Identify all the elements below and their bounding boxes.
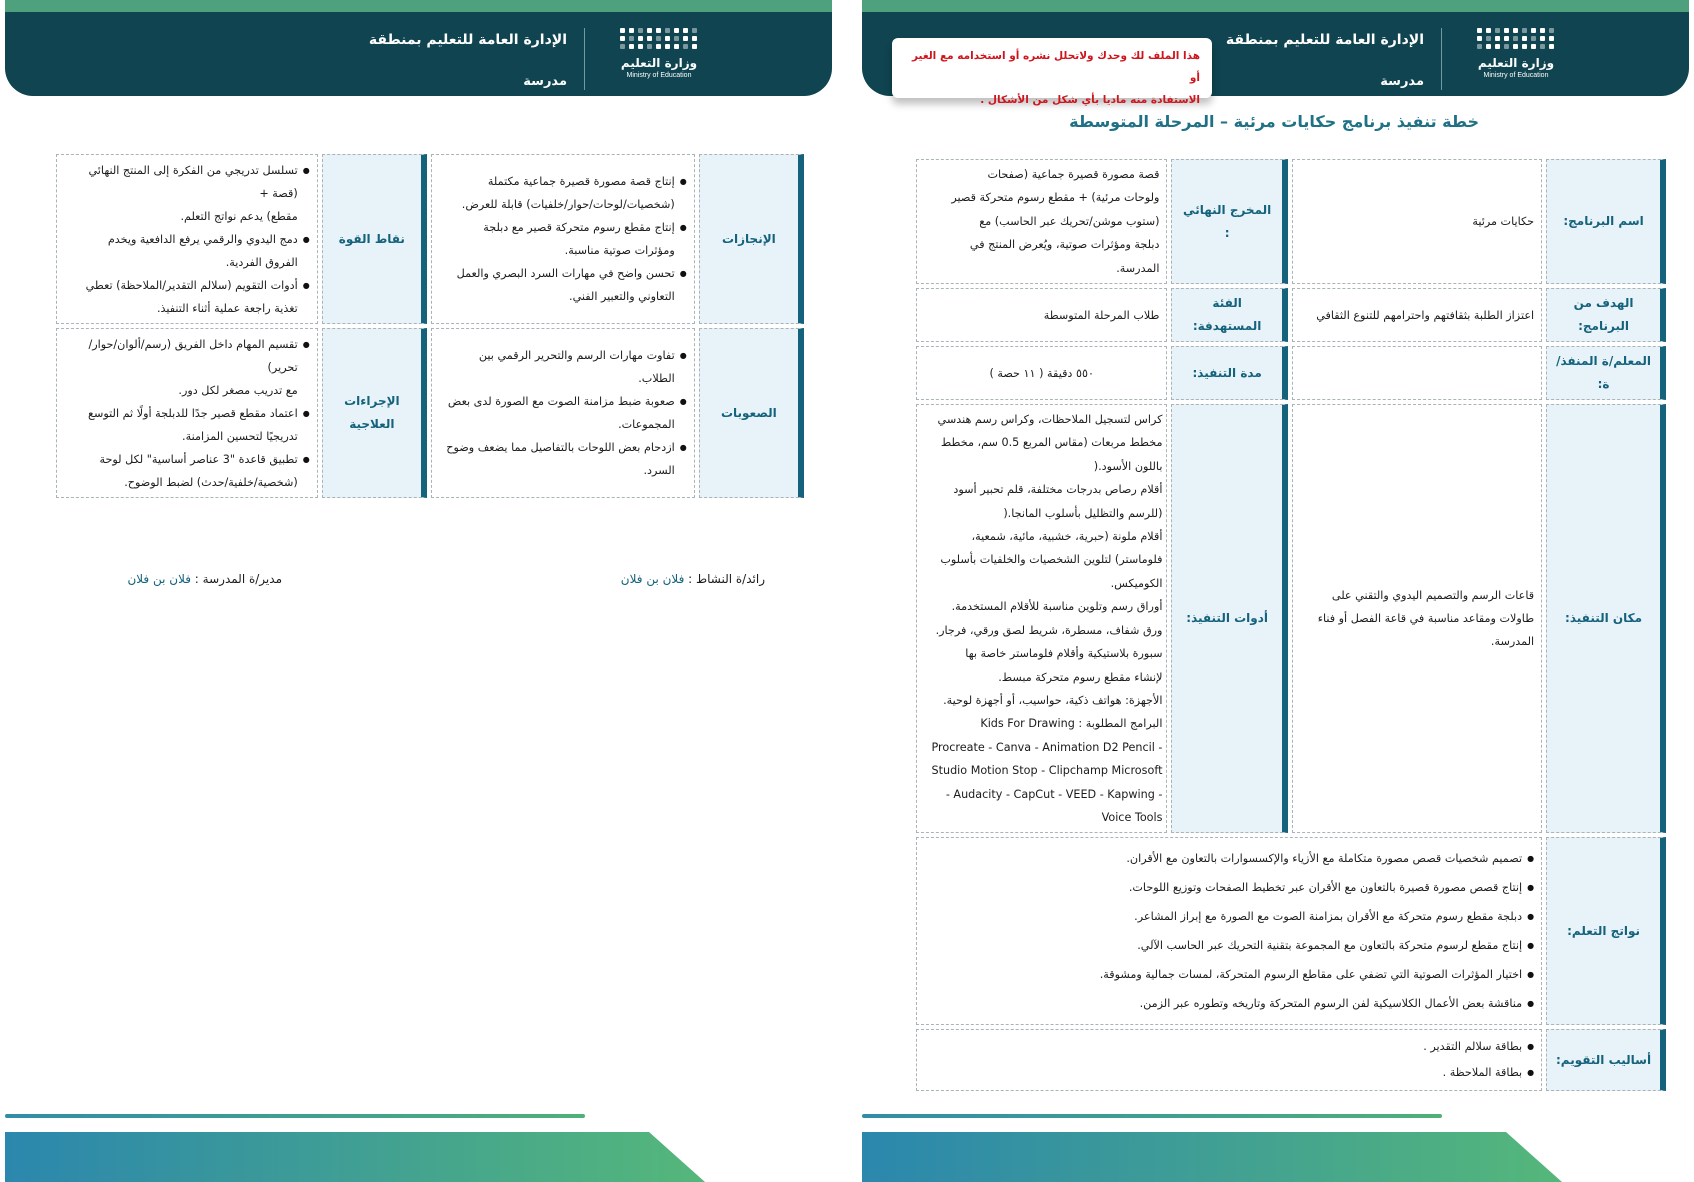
list-item: ● تصميم شخصيات قصص مصورة متكاملة مع الأزياء والإكسسوارات بالتعاون مع الأقران.	[924, 844, 1534, 873]
footer-bar	[862, 1132, 1562, 1182]
audience-label: الفئة المستهدفة:	[1171, 288, 1287, 342]
logo-mark	[1477, 28, 1555, 49]
goal-value: اعتزاز الطلبة بثقافتهم واحترامهم للتنوع الثقافي	[1292, 288, 1542, 342]
list-item: ● مناقشة بعض الأعمال الكلاسيكية لفن الرسوم المتحركة وتاريخه وتطوره عبر الزمن.	[924, 989, 1534, 1018]
list-item: ● دمج اليدوي والرقمي يرفع الدافعية ويخدم الفروق الفردية.	[64, 228, 310, 274]
plan-table	[912, 155, 1670, 1095]
duration-label: مدة التنفيذ:	[1171, 346, 1287, 400]
footer-line	[5, 1114, 585, 1118]
page-header	[5, 0, 832, 96]
remedial-value	[56, 328, 318, 498]
tools-label: أدوات التنفيذ:	[1171, 404, 1287, 833]
list-item: ● تفاوت مهارات الرسم والتحرير الرقمي بين الطلاب.	[439, 344, 687, 390]
leader-label: رائد/ة النشاط :	[688, 572, 765, 586]
leader-name: فلان بن فلان	[620, 572, 685, 586]
list-item: ● تقسيم المهام داخل الفريق (رسم/ألوان/حوار/تحرير) مع تدريب مصغر لكل دور.	[64, 333, 310, 402]
remedial-label: الإجراءات العلاجية	[322, 328, 427, 498]
achievements-value	[431, 154, 695, 324]
list-item: ● بطاقة سلالم التقدير .	[924, 1034, 1534, 1060]
list-item: ● اختيار المؤثرات الصوتية التي تضفي على مقاطع الرسوم المتحركة، لمسات جمالية ومشوقة.	[924, 960, 1534, 989]
directorate-title: الإدارة العامة للتعليم بمنطقة	[368, 32, 567, 48]
evaluation-table	[52, 150, 808, 502]
outcomes-value	[916, 837, 1542, 1025]
list-item: ● تسلسل تدريجي من الفكرة إلى المنتج النهائي (قصة + مقطع) يدعم نواتج التعلم.	[64, 159, 310, 228]
list-item: ● دبلجة مقطع رسوم متحركة مع الأقران بمزامنة الصوت مع الصورة مع إبراز المشاعر.	[924, 902, 1534, 931]
logo-text-en: Ministry of Education	[1483, 72, 1549, 79]
list-item: ● ازدحام بعض اللوحات بالتفاصيل مما يضعف وضوح السرد.	[439, 436, 687, 482]
notice-line: الاستفادة منه ماديا بأي شكل من الأشكال .	[980, 94, 1200, 106]
principal-name: فلان بن فلان	[127, 572, 191, 586]
teacher-value	[1292, 346, 1542, 400]
list-item: ● إنتاج مقطع رسوم متحركة قصير مع دبلجة ومؤثرات صوتية مناسبة.	[439, 216, 687, 262]
school-label: مدرسة	[1380, 74, 1424, 89]
school-label: مدرسة	[523, 74, 567, 89]
page-footer	[857, 1082, 1694, 1182]
strengths-value	[56, 154, 318, 324]
directorate-title: الإدارة العامة للتعليم بمنطقة	[1225, 32, 1424, 48]
activity-leader-signature	[621, 572, 765, 586]
program-name-label: اسم البرنامج:	[1546, 159, 1666, 284]
list-item: ● إنتاج قصة مصورة قصيرة جماعية مكتملة (شخصيات/لوحات/حوار/خلفيات) قابلة للعرض.	[439, 170, 687, 216]
difficulties-value	[431, 328, 695, 498]
header-divider	[584, 28, 585, 90]
logo-text-ar: وزارة التعليم	[1477, 56, 1555, 70]
table-row	[916, 288, 1666, 342]
table-row	[916, 346, 1666, 400]
logo-text-en: Ministry of Education	[626, 72, 692, 79]
teacher-label: المعلم/ة المنفذ/ة:	[1546, 346, 1666, 400]
page-2	[0, 0, 837, 1182]
program-name-value: حكايات مرئية	[1292, 159, 1542, 284]
footer-line	[862, 1114, 1442, 1118]
audience-value: طلاب المرحلة المتوسطة	[916, 288, 1167, 342]
assessment-label: أساليب التقويم:	[1546, 1029, 1666, 1091]
notice-line: هذا الملف لك وحدك ولاتحلل نشره أو استخدامه مع الغير أو	[912, 50, 1200, 84]
place-label: مكان التنفيذ:	[1546, 404, 1666, 833]
ministry-logo	[1461, 22, 1571, 92]
goal-label: الهدف من البرنامج:	[1546, 288, 1666, 342]
logo-mark	[620, 28, 698, 49]
table-row	[916, 837, 1666, 1025]
table-row	[56, 154, 804, 324]
duration-value: ٥٥٠ دقيقة ( ١١ حصة )	[916, 346, 1167, 400]
copyright-notice	[892, 38, 1212, 106]
list-item: ● أدوات التقويم (سلالم التقدير/الملاحظة) تعطي تغذية راجعة عملية أثناء التنفيذ.	[64, 274, 310, 320]
table-row	[56, 328, 804, 498]
list-item: ● صعوبة ضبط مزامنة الصوت مع الصورة لدى بعض المجموعات.	[439, 390, 687, 436]
outcomes-label: نواتج التعلم:	[1546, 837, 1666, 1025]
page-title: خطة تنفيذ برنامج حكايات مرئية – المرحلة المتوسطة	[1069, 112, 1479, 131]
difficulties-label: الصعوبات	[699, 328, 804, 498]
list-item: ● إنتاج قصص مصورة قصيرة بالتعاون مع الأقران عبر تخطيط الصفحات وتوزيع اللوحات.	[924, 873, 1534, 902]
final-output-value: قصة مصورة قصيرة جماعية (صفحات ولوحات مرئية) + مقطع رسوم متحركة قصير (ستوب موشن/تحريك عبر الحاسب) مع دبلجة ومؤثرات صوتية، ويُعرض المنتج في المدرسة.	[916, 159, 1167, 284]
page-footer	[0, 1082, 837, 1182]
tools-value: كراس لتسجيل الملاحظات، وكراس رسم هندسي مخطط مربعات (مقاس المربع 0.5 سم، مخطط باللون الأسود.( أقلام رصاص بدرجات مختلفة، قلم تحبير أسود (للرسم والتظليل بأسلوب المانجا.( أقلام ملونة (حبرية، خشبية، مائية، شمعية، فلوماستر) لتلوين الشخصيات والخلفيات بأسلوب الكوميكس. أوراق رسم وتلوين مناسبة للأقلام المستخدمة. ورق شفاف، مسطرة، شريط لصق ورقي، فرجار. سبورة بلاستيكية وأقلام فلوماستر خاصة بها لإنشاء مقطع رسوم متحركة مبسط. الأجهزة: هواتف ذكية، حواسيب، أو أجهزة لوحية. البرامج المطلوبة : Kids For Drawing Procreate - Canva - Animation D2 Pencil - Studio Motion Stop - Clipchamp Microsoft - Audacity - CapCut - VEED - Kapwing - Voice Tools	[916, 404, 1167, 833]
principal-label: مدير/ة المدرسة :	[194, 572, 282, 586]
table-row	[916, 159, 1666, 284]
list-item: ● إنتاج مقطع لرسوم متحركة بالتعاون مع المجموعة بتقنية التحريك عبر الحاسب الآلي.	[924, 931, 1534, 960]
place-value: قاعات الرسم والتصميم اليدوي والتقني على طاولات ومقاعد مناسبة في قاعة الفصل أو فناء المدرسة.	[1292, 404, 1542, 833]
strengths-label: نقاط القوة	[322, 154, 427, 324]
list-item: ● بطاقة الملاحظة .	[924, 1060, 1534, 1086]
logo-text-ar: وزارة التعليم	[620, 56, 698, 70]
table-row	[916, 404, 1666, 833]
principal-signature	[127, 572, 282, 586]
page-1	[857, 0, 1694, 1182]
list-item: ● اعتماد مقطع قصير جدًا للدبلجة أولًا ثم التوسع تدريجيًا لتحسين المزامنة.	[64, 402, 310, 448]
ministry-logo	[604, 22, 714, 92]
list-item: ● تطبيق قاعدة "3 عناصر أساسية" لكل لوحة (شخصية/خلفية/حدث) لضبط الوضوح.	[64, 448, 310, 494]
footer-bar	[5, 1132, 705, 1182]
header-divider	[1441, 28, 1442, 90]
page-header	[862, 0, 1689, 106]
list-item: ● تحسن واضح في مهارات السرد البصري والعمل التعاوني والتعبير الفني.	[439, 262, 687, 308]
final-output-label: المخرج النهائي :	[1171, 159, 1287, 284]
achievements-label: الإنجازات	[699, 154, 804, 324]
